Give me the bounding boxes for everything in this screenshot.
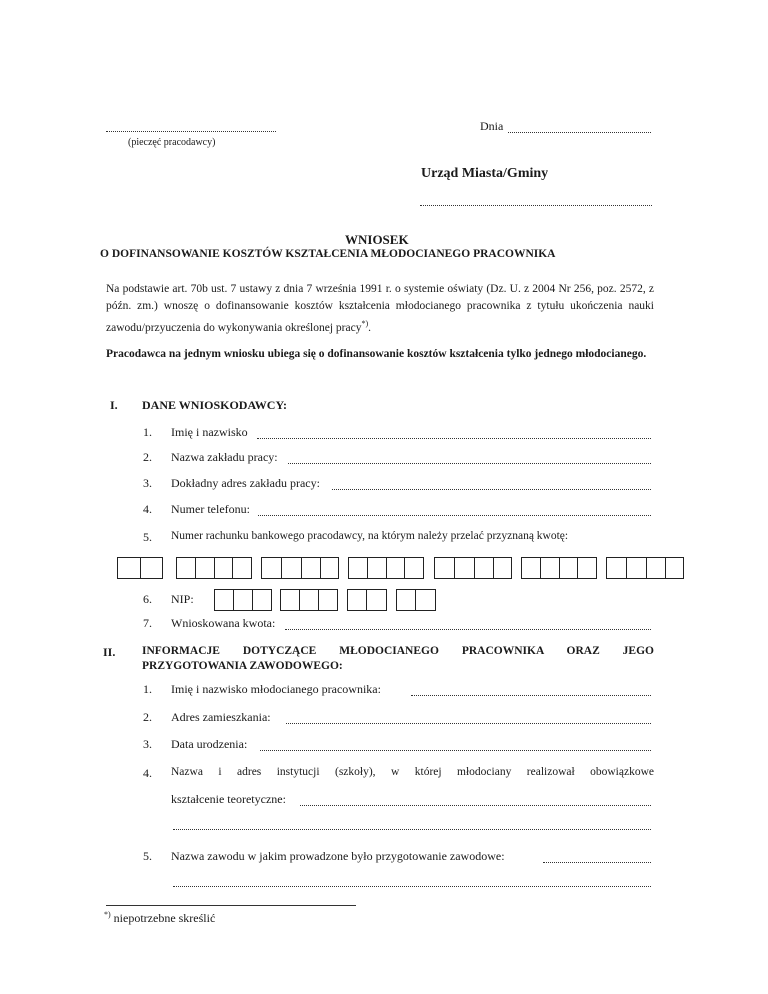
birth-date-field[interactable] — [260, 750, 651, 751]
section2-item5-num: 5. — [143, 849, 152, 863]
section1-item3-label: Dokładny adres zakładu pracy: — [171, 476, 320, 490]
section1-item4-label: Numer telefonu: — [171, 502, 250, 516]
section2-num: II. — [103, 645, 116, 659]
section2-item3-label: Data urodzenia: — [171, 737, 248, 751]
profession-field[interactable] — [543, 862, 651, 863]
stamp-caption: (pieczęć pracodawcy) — [128, 137, 216, 148]
section2-title-line1: INFORMACJE DOTYCZĄCE MŁODOCIANEGO PRACOWNIKA ORAZ JEGO — [142, 645, 654, 657]
section1-title: DANE WNIOSKODAWCY: — [142, 398, 288, 412]
footnote — [104, 910, 215, 926]
company-address-field[interactable] — [332, 489, 651, 490]
footnote-text: niepotrzebne skreślić — [113, 911, 216, 925]
section1-item3-num: 3. — [143, 476, 152, 490]
footnote-rule — [106, 905, 356, 906]
form-title: WNIOSEK — [345, 232, 409, 247]
nip-group-4[interactable] — [396, 589, 436, 611]
section2-item5-label: Nazwa zawodu w jakim prowadzone było przygotowanie zawodowe: — [171, 849, 505, 863]
section1-item5-label: Numer rachunku bankowego pracodawcy, na którym należy przelać przyznaną kwotę: — [171, 530, 569, 542]
section2-item4-label: Nazwa i adres instytucji (szkoły), w której młodociany realizował obowiązkowe — [171, 766, 654, 778]
section2-item1-label: Imię i nazwisko młodocianego pracownika: — [171, 682, 381, 696]
requested-amount-field[interactable] — [285, 629, 651, 630]
bank-account-group-5[interactable] — [434, 557, 512, 579]
bank-account-group-7[interactable] — [606, 557, 684, 579]
section1-item1-label: Imię i nazwisko — [171, 425, 248, 439]
company-name-field[interactable] — [288, 463, 651, 464]
section1-num: I. — [110, 398, 118, 412]
section1-item5-num: 5. — [143, 530, 152, 544]
section1-item4-num: 4. — [143, 502, 152, 516]
section1-item7-num: 7. — [143, 616, 152, 630]
section2-item4-label-cont: kształcenie teoretyczne: — [171, 792, 286, 806]
form-subtitle: O DOFINANSOWANIE KOSZTÓW KSZTAŁCENIA MŁODOCIANEGO PRACOWNIKA — [100, 248, 556, 260]
notice-paragraph: Pracodawca na jednym wniosku ubiega się o dofinansowanie kosztów kształcenia tylko jednego młodocianego. — [106, 348, 647, 360]
nip-group-1[interactable] — [214, 589, 272, 611]
section2-item2-num: 2. — [143, 710, 152, 724]
bank-account-group-4[interactable] — [348, 557, 424, 579]
bank-account-group-1[interactable] — [117, 557, 163, 579]
section2-title-line2: PRZYGOTOWANIA ZAWODOWEGO: — [142, 660, 343, 672]
phone-field[interactable] — [258, 515, 651, 516]
section1-item2-label: Nazwa zakładu pracy: — [171, 450, 278, 464]
section2-item2-label: Adres zamieszkania: — [171, 710, 271, 724]
office-title: Urząd Miasta/Gminy — [421, 166, 549, 181]
intro-footnote-mark: *) — [361, 319, 369, 328]
school-field[interactable] — [300, 805, 651, 806]
section1-item6-num: 6. — [143, 592, 152, 606]
name-field[interactable] — [257, 438, 651, 439]
section2-item4-num: 4. — [143, 766, 152, 780]
footnote-mark: *) — [104, 910, 111, 919]
section1-item2-num: 2. — [143, 450, 152, 464]
nip-group-3[interactable] — [347, 589, 387, 611]
date-field[interactable] — [508, 132, 651, 133]
youth-name-field[interactable] — [411, 695, 651, 696]
section1-item6-label: NIP: — [171, 592, 194, 606]
profession-field-line2[interactable] — [173, 886, 651, 887]
bank-account-group-3[interactable] — [261, 557, 339, 579]
bank-account-group-6[interactable] — [521, 557, 597, 579]
intro-paragraph: Na podstawie art. 70b ust. 7 ustawy z dnia 7 września 1991 r. o systemie oświaty (Dz. U. z 2004 Nr 256, poz. 2572, z późn. zm.) wnoszę o dofinansowanie kosztów kształcenia młodocianego pracownika z tytułu ukończenia nauki zawodu/przyuczenia do wykonywania określonej pracy*). — [106, 283, 654, 334]
bank-account-group-2[interactable] — [176, 557, 252, 579]
date-label: Dnia — [480, 119, 504, 133]
office-name-field[interactable] — [420, 205, 652, 206]
school-field-line2[interactable] — [173, 829, 651, 830]
intro-text: Na podstawie art. 70b ust. 7 ustawy z dnia 7 września 1991 r. o systemie oświaty (Dz. U. z 2004 Nr 256, poz. 2572, z późn. zm.) wnoszę o dofinansowanie kosztów kształcenia młodocianego pracownika z tytułu ukończenia nauki zawodu/przyuczenia do wykonywania określonej pracy — [106, 283, 654, 334]
section2-item1-num: 1. — [143, 682, 152, 696]
section1-item7-label: Wnioskowana kwota: — [171, 616, 276, 630]
nip-group-2[interactable] — [280, 589, 338, 611]
section1-item1-num: 1. — [143, 425, 152, 439]
stamp-line — [106, 131, 276, 132]
youth-address-field[interactable] — [286, 723, 651, 724]
section2-item3-num: 3. — [143, 737, 152, 751]
